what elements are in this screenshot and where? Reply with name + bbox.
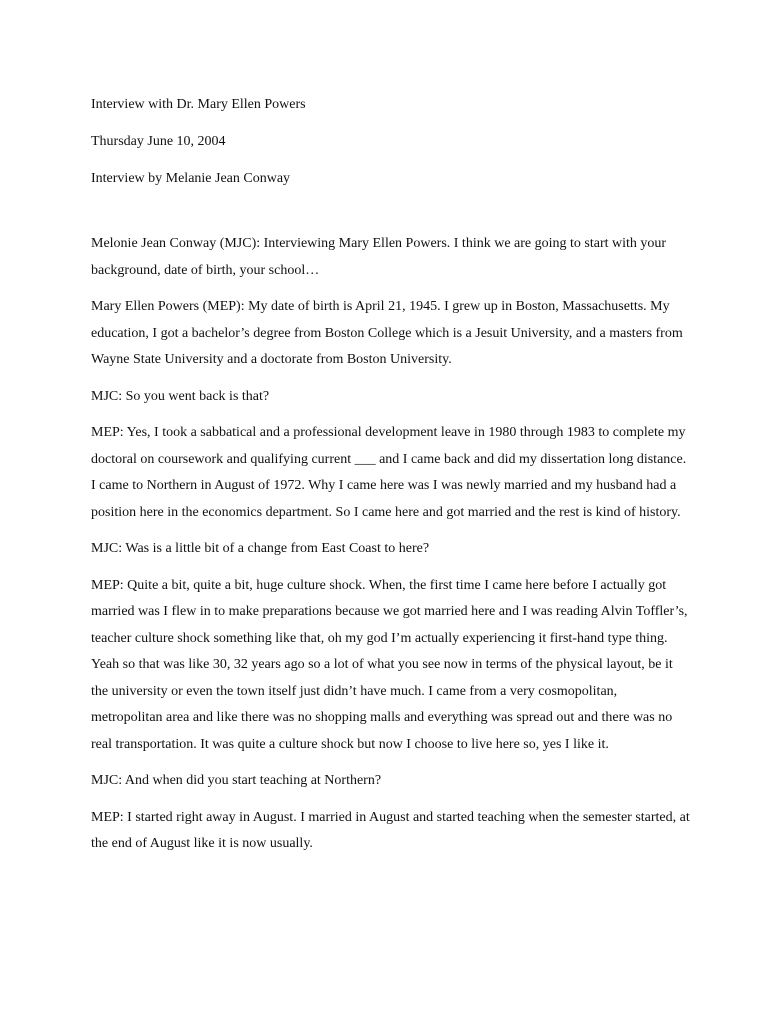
interviewer-line: Interview by Melanie Jean Conway: [91, 171, 291, 186]
transcript-paragraph: MEP: Yes, I took a sabbatical and a professional development leave in 1980 through 1983 to complete my doctoral on coursework and qualifying current ___ and I came back and did my dissertation long distance. I came to Northern in August of 1972. Why I came here was I was newly married and my husband had a position here in the economics department. So I came here and got married and the rest is kind of history.: [91, 425, 687, 520]
transcript-paragraph: MEP: Quite a bit, quite a bit, huge culture shock. When, the first time I came here before I actually got married was I flew in to make preparations because we got married here and I was reading Alvin Toffler’s, teacher culture shock something like that, oh my god I’m actually experiencing it first-hand type thing. Yeah so that was like 30, 32 years ago so a lot of what you see now in terms of the physical layout, be it the university or even the town itself just didn’t have much. I came from a very cosmopolitan, metropolitan area and like there was no shopping malls and everything was spread out and there was no real transportation. It was quite a culture shock but now I choose to live here so, yes I like it.: [91, 577, 688, 752]
document-body: [91, 93, 691, 868]
interview-date: Thursday June 10, 2004: [91, 134, 226, 149]
document-header: [91, 93, 691, 191]
transcript-paragraph: Mary Ellen Powers (MEP): My date of birth is April 21, 1945. I grew up in Boston, Massachusetts. My education, I got a bachelor’s degree from Boston College which is a Jesuit University, and a masters from Wayne State University and a doctorate from Boston University.: [91, 299, 683, 367]
transcript-paragraph: MJC: Was is a little bit of a change from East Coast to here?: [91, 541, 430, 556]
transcript-paragraph: MJC: And when did you start teaching at Northern?: [91, 773, 382, 788]
document-title: Interview with Dr. Mary Ellen Powers: [91, 97, 306, 112]
transcript-paragraph: MEP: I started right away in August. I married in August and started teaching when the semester started, at the end of August like it is now usually.: [91, 809, 690, 851]
transcript-paragraph: Melonie Jean Conway (MJC): Interviewing Mary Ellen Powers. I think we are going to start with your background, date of birth, your school…: [91, 236, 667, 278]
transcript-paragraph: MJC: So you went back is that?: [91, 388, 270, 404]
